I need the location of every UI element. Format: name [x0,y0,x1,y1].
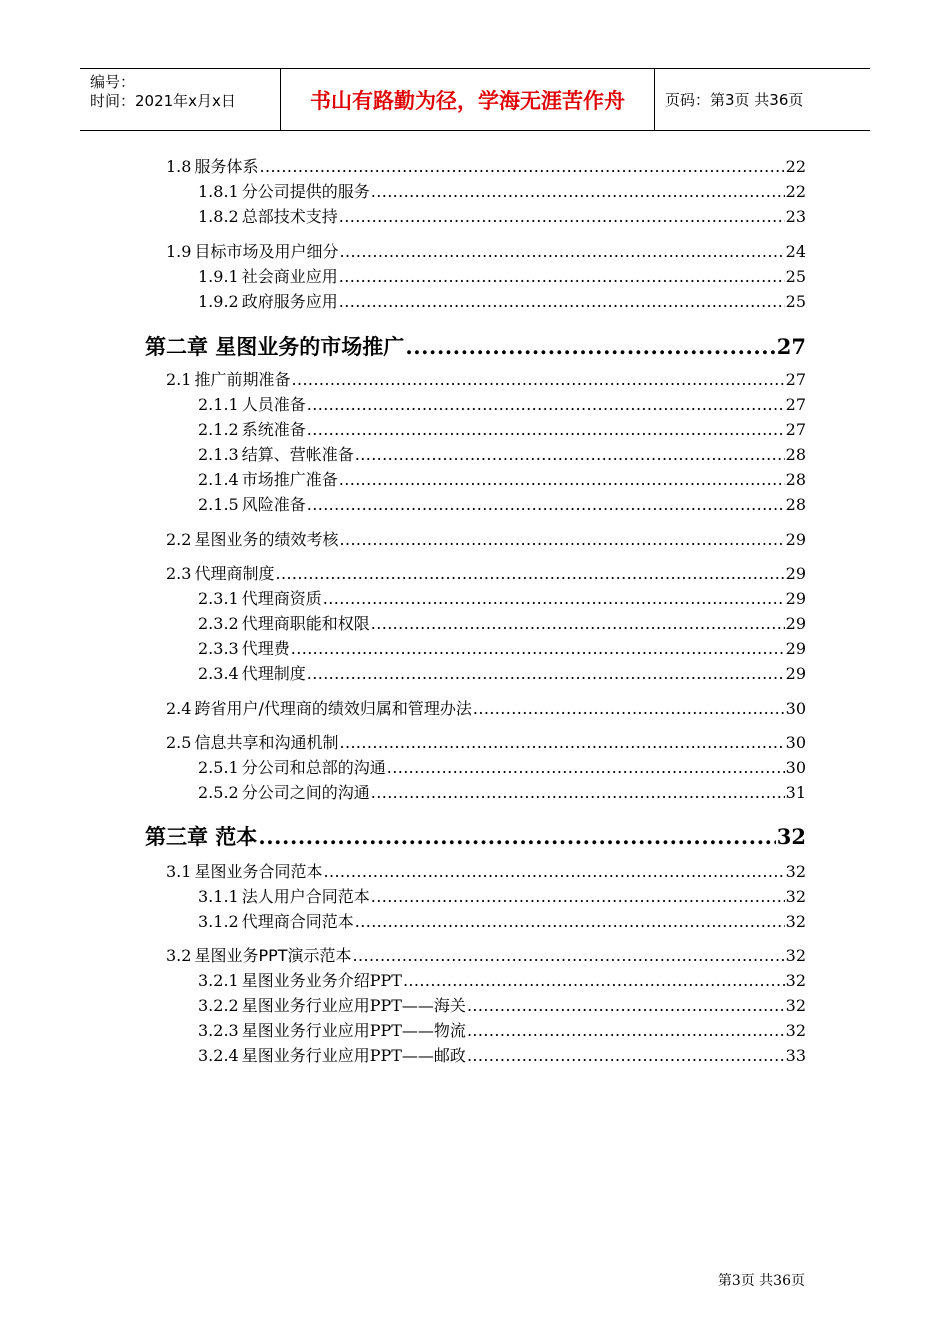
toc-entry-page: 30 [785,758,806,777]
toc-entry-number: 3.2.3 [198,1021,239,1040]
toc-entry-title: 分公司之间的沟通 [241,783,370,802]
toc-entry-number: 2.3.4 [198,664,239,683]
toc-leader-dots [355,910,785,934]
toc-leader-dots [467,1019,785,1043]
toc-entry-page: 32 [785,912,806,931]
toc-leader-dots [339,265,785,289]
toc-entry[interactable] [198,393,806,417]
toc-entry-page: 27 [785,420,806,439]
toc-entry-number: 1.9.2 [198,292,239,311]
toc-leader-dots [371,885,785,909]
toc-entry-title: 星图业务合同范本 [194,862,323,881]
toc-entry-page: 29 [785,564,806,583]
page-footer: 第3页 共36页 [717,1273,805,1289]
toc-leader-dots [291,368,784,392]
toc-entry-title: 星图业务行业应用PPT——海关 [241,996,466,1015]
toc-entry-page: 32 [785,1021,806,1040]
toc-entry-title: 目标市场及用户细分 [194,242,339,261]
toc-entry-title: 服务体系 [194,157,259,176]
toc-entry-number: 1.8.2 [198,207,239,226]
toc-entry-title: 代理制度 [241,664,306,683]
toc-entry-page: 32 [785,946,806,965]
toc-entry[interactable] [145,822,806,852]
toc-entry[interactable] [198,265,806,289]
toc-entry-title: 风险准备 [241,495,306,514]
toc-entry-number: 2.4 [166,699,192,718]
toc-entry-title: 人员准备 [241,395,306,414]
toc-leader-dots [339,731,784,755]
toc-entry-title: 分公司和总部的沟通 [241,758,386,777]
toc-entry-title: 第三章 范本 [145,825,258,849]
toc-entry[interactable] [198,756,806,780]
toc-leader-dots [259,155,784,179]
toc-entry-title: 政府服务应用 [241,292,338,311]
toc-leader-dots [339,240,784,264]
toc-entry-page: 33 [785,1046,806,1065]
toc-entry[interactable] [198,637,806,661]
toc-entry-page: 29 [785,664,806,683]
toc-entry-title: 总部技术支持 [241,207,338,226]
toc-entry-number: 3.1.2 [198,912,239,931]
toc-entry[interactable] [198,468,806,492]
toc-entry[interactable] [198,662,806,686]
toc-entry-number: 2.1.3 [198,445,239,464]
toc-leader-dots [371,612,785,636]
toc-entry-page: 30 [785,733,806,752]
toc-entry-page: 32 [785,996,806,1015]
toc-entry-page: 32 [785,862,806,881]
toc-entry-title: 分公司提供的服务 [241,182,370,201]
toc-leader-dots [473,697,785,721]
toc-entry[interactable] [198,781,806,805]
toc-entry-number: 3.2.2 [198,996,239,1015]
toc-entry-title: 代理商职能和权限 [241,614,370,633]
toc-entry[interactable] [166,368,806,392]
toc-entry[interactable] [166,944,806,968]
toc-entry-title: 星图业务行业应用PPT——邮政 [241,1046,466,1065]
toc-entry-number: 3.1 [166,862,192,881]
header-motto: 书山有路勤为径，学海无涯苦作舟 [281,69,655,130]
toc-entry[interactable] [198,969,806,993]
toc-entry[interactable] [145,332,806,362]
toc-entry[interactable] [198,910,806,934]
toc-entry[interactable] [198,418,806,442]
toc-leader-dots [307,493,785,517]
toc-entry[interactable] [166,528,806,552]
toc-leader-dots [275,562,784,586]
toc-entry[interactable] [166,731,806,755]
toc-leader-dots [323,860,784,884]
toc-leader-dots [258,822,775,852]
toc-entry-page: 29 [785,614,806,633]
toc-entry-title: 星图业务的绩效考核 [194,530,339,549]
toc-entry-title: 跨省用户/代理商的绩效归属和管理办法 [194,699,472,718]
toc-entry-title: 社会商业应用 [241,267,338,286]
toc-entry-page: 27 [776,334,806,359]
toc-entry-page: 25 [785,267,806,286]
toc-entry-page: 32 [785,971,806,990]
toc-entry-page: 28 [785,445,806,464]
toc-entry-number: 2.3.2 [198,614,239,633]
toc-entry[interactable] [198,587,806,611]
toc-leader-dots [307,418,785,442]
toc-entry[interactable] [198,443,806,467]
toc-entry[interactable] [166,240,806,264]
toc-entry-title: 星图业务PPT演示范本 [194,946,352,965]
toc-entry-title: 市场推广准备 [241,470,338,489]
toc-entry[interactable] [198,885,806,909]
toc-entry-number: 1.8 [166,157,192,176]
toc-entry-number: 2.5.2 [198,783,239,802]
toc-entry[interactable] [166,155,806,179]
toc-entry-number: 3.1.1 [198,887,239,906]
toc-entry-number: 2.3 [166,564,192,583]
toc-entry-number: 2.1.2 [198,420,239,439]
toc-entry-title: 代理商合同范本 [241,912,354,931]
page-header [80,68,870,131]
toc-entry-number: 3.2.4 [198,1046,239,1065]
toc-entry-number: 2.5.1 [198,758,239,777]
toc-entry-page: 30 [785,699,806,718]
toc-entry-title: 推广前期准备 [194,370,291,389]
toc-entry-number: 1.9.1 [198,267,239,286]
toc-entry-page: 28 [785,470,806,489]
toc-entry[interactable] [166,860,806,884]
toc-entry-page: 32 [776,824,806,849]
toc-entry-page: 22 [785,157,806,176]
toc-entry-page: 27 [785,395,806,414]
toc-entry-page: 29 [785,639,806,658]
toc-leader-dots [291,637,785,661]
toc-entry-title: 代理商资质 [241,589,322,608]
toc-leader-dots [353,944,785,968]
toc-entry-number: 2.3.1 [198,589,239,608]
toc-entry-page: 24 [785,242,806,261]
toc-entry-number: 2.1.5 [198,495,239,514]
toc-entry-number: 3.2 [166,946,192,965]
toc-entry-title: 系统准备 [241,420,306,439]
toc-entry-number: 3.2.1 [198,971,239,990]
toc-leader-dots [467,994,785,1018]
toc-leader-dots [403,969,785,993]
toc-entry[interactable] [166,697,806,721]
toc-entry[interactable] [198,612,806,636]
toc-leader-dots [387,756,785,780]
header-meta [80,69,281,130]
toc-entry-number: 1.9 [166,242,192,261]
toc-leader-dots [355,443,785,467]
toc-entry-title: 第二章 星图业务的市场推广 [145,335,405,359]
toc-entry-page: 22 [785,182,806,201]
toc-entry-page: 27 [785,370,806,389]
toc-entry-title: 信息共享和沟通机制 [194,733,339,752]
toc-entry[interactable] [198,994,806,1018]
toc-entry-page: 23 [785,207,806,226]
time-label: 时间：2021年x月x日 [90,92,236,110]
toc-leader-dots [339,205,785,229]
toc-entry-number: 1.8.1 [198,182,239,201]
toc-entry-title: 代理商制度 [194,564,275,583]
toc-entry-page: 29 [785,589,806,608]
toc-entry[interactable] [166,562,806,586]
toc-entry-title: 法人用户合同范本 [241,887,370,906]
toc-entry-number: 2.2 [166,530,192,549]
toc-leader-dots [307,393,785,417]
toc-entry-page: 32 [785,887,806,906]
toc-entry-page: 25 [785,292,806,311]
toc-leader-dots [405,332,775,362]
toc-entry-number: 2.1.1 [198,395,239,414]
toc-entry-number: 2.1 [166,370,192,389]
toc-leader-dots [371,180,785,204]
toc-leader-dots [323,587,785,611]
header-page-info: 页码：第3页 共36页 [665,91,804,109]
toc-entry-number: 2.5 [166,733,192,752]
toc-leader-dots [307,662,785,686]
toc-leader-dots [339,290,785,314]
toc-entry[interactable] [198,1044,806,1068]
serial-label: 编号： [90,73,136,91]
toc-entry[interactable] [198,493,806,517]
toc-leader-dots [339,528,784,552]
toc-entry[interactable] [198,180,806,204]
toc-entry-title: 星图业务业务介绍PPT [241,971,402,990]
toc-entry-page: 28 [785,495,806,514]
toc-entry-title: 星图业务行业应用PPT——物流 [241,1021,466,1040]
toc-entry[interactable] [198,205,806,229]
toc-entry-page: 29 [785,530,806,549]
toc-leader-dots [339,468,785,492]
toc-entry[interactable] [198,290,806,314]
toc-entry-title: 结算、营帐准备 [241,445,354,464]
toc-entry-title: 代理费 [241,639,290,658]
toc-entry-number: 2.3.3 [198,639,239,658]
toc-entry[interactable] [198,1019,806,1043]
toc-leader-dots [371,781,785,805]
toc-entry-number: 2.1.4 [198,470,239,489]
toc-entry-page: 31 [785,783,806,802]
toc-leader-dots [467,1044,785,1068]
